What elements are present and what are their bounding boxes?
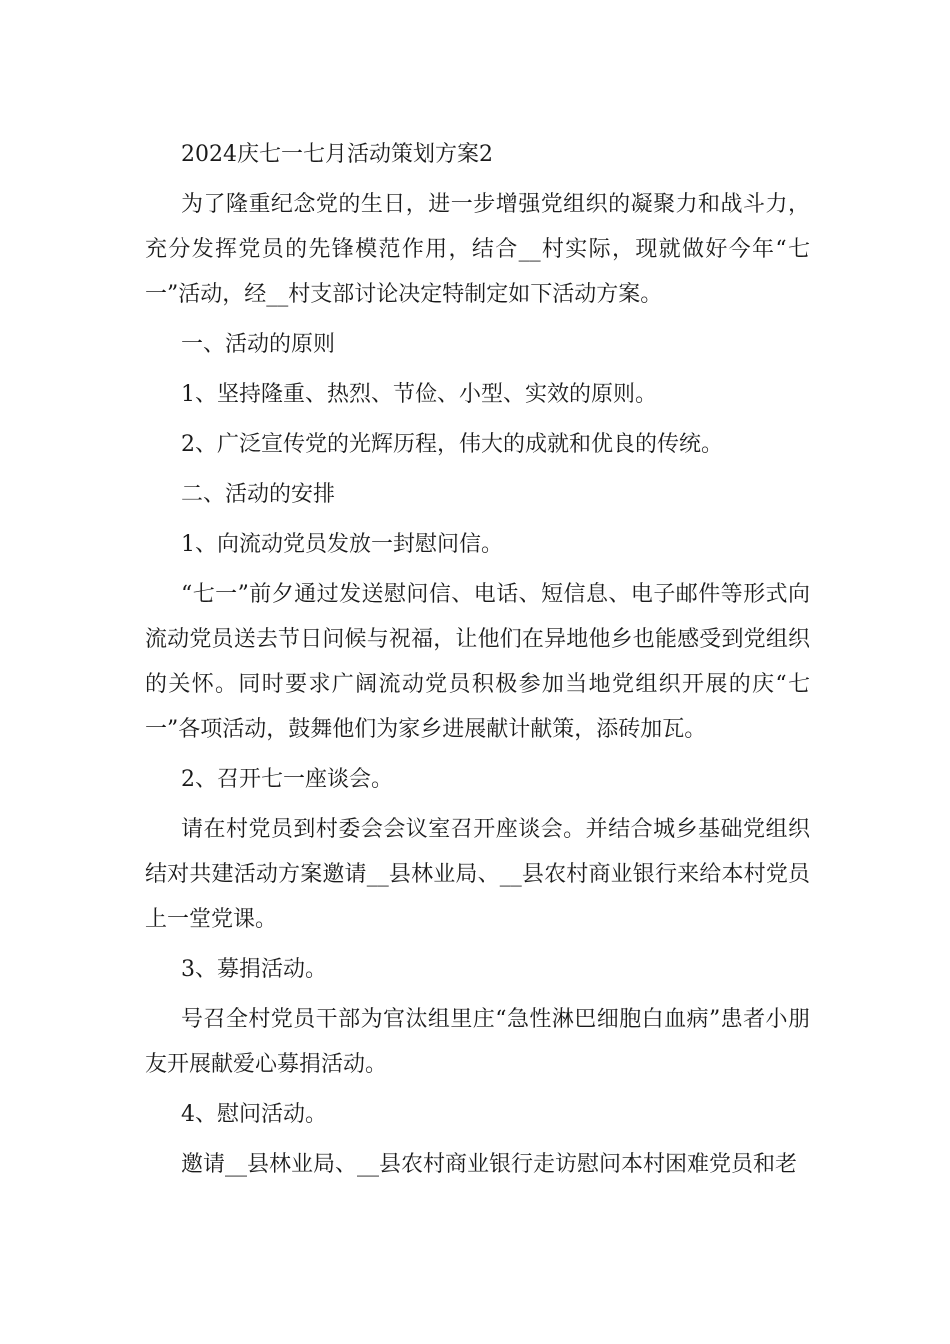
principle-item-1: 1、坚持隆重、热烈、节俭、小型、实效的原则。 xyxy=(181,382,657,407)
arrangement-item-3-heading: 3、募捐活动。 xyxy=(181,957,327,982)
arrangement-item-2-heading: 2、召开七一座谈会。 xyxy=(181,767,393,792)
heading-principles: 一、活动的原则 xyxy=(181,332,336,357)
heading-arrangements: 二、活动的安排 xyxy=(181,482,336,507)
document-body xyxy=(145,132,810,1192)
principle-item-2: 2、广泛宣传党的光辉历程，伟大的成就和优良的传统。 xyxy=(181,432,723,457)
arrangement-item-3-body: 号召全村党员干部为官汰组里庄“急性淋巴细胞白血病”患者小朋友开展献爱心募捐活动。 xyxy=(145,1007,810,1077)
arrangement-item-4-body: 邀请__县林业局、__县农村商业银行走访慰问本村困难党员和老 xyxy=(181,1152,798,1177)
arrangement-item-1-heading: 1、向流动党员发放一封慰问信。 xyxy=(181,532,503,557)
arrangement-item-1-body: “七一”前夕通过发送慰问信、电话、短信息、电子邮件等形式向流动党员送去节日问候与祝福，让他们在异地他乡也能感受到党组织的关怀。同时要求广阔流动党员积极参加当地党组织开展的庆“七一”各项活动，鼓舞他们为家乡进展献计献策，添砖加瓦。 xyxy=(145,582,810,742)
paragraph-intro: 为了隆重纪念党的生日，进一步增强党组织的凝聚力和战斗力，充分发挥党员的先锋模范作用，结合__村实际，现就做好今年“七一”活动，经__村支部讨论决定特制定如下活动方案。 xyxy=(145,192,810,307)
arrangement-item-2-body: 请在村党员到村委会会议室召开座谈会。并结合城乡基础党组织结对共建活动方案邀请__县林业局、__县农村商业银行来给本村党员上一堂党课。 xyxy=(145,817,810,932)
document-title: 2024庆七一七月活动策划方案2 xyxy=(181,142,493,167)
arrangement-item-4-heading: 4、慰问活动。 xyxy=(181,1102,327,1127)
